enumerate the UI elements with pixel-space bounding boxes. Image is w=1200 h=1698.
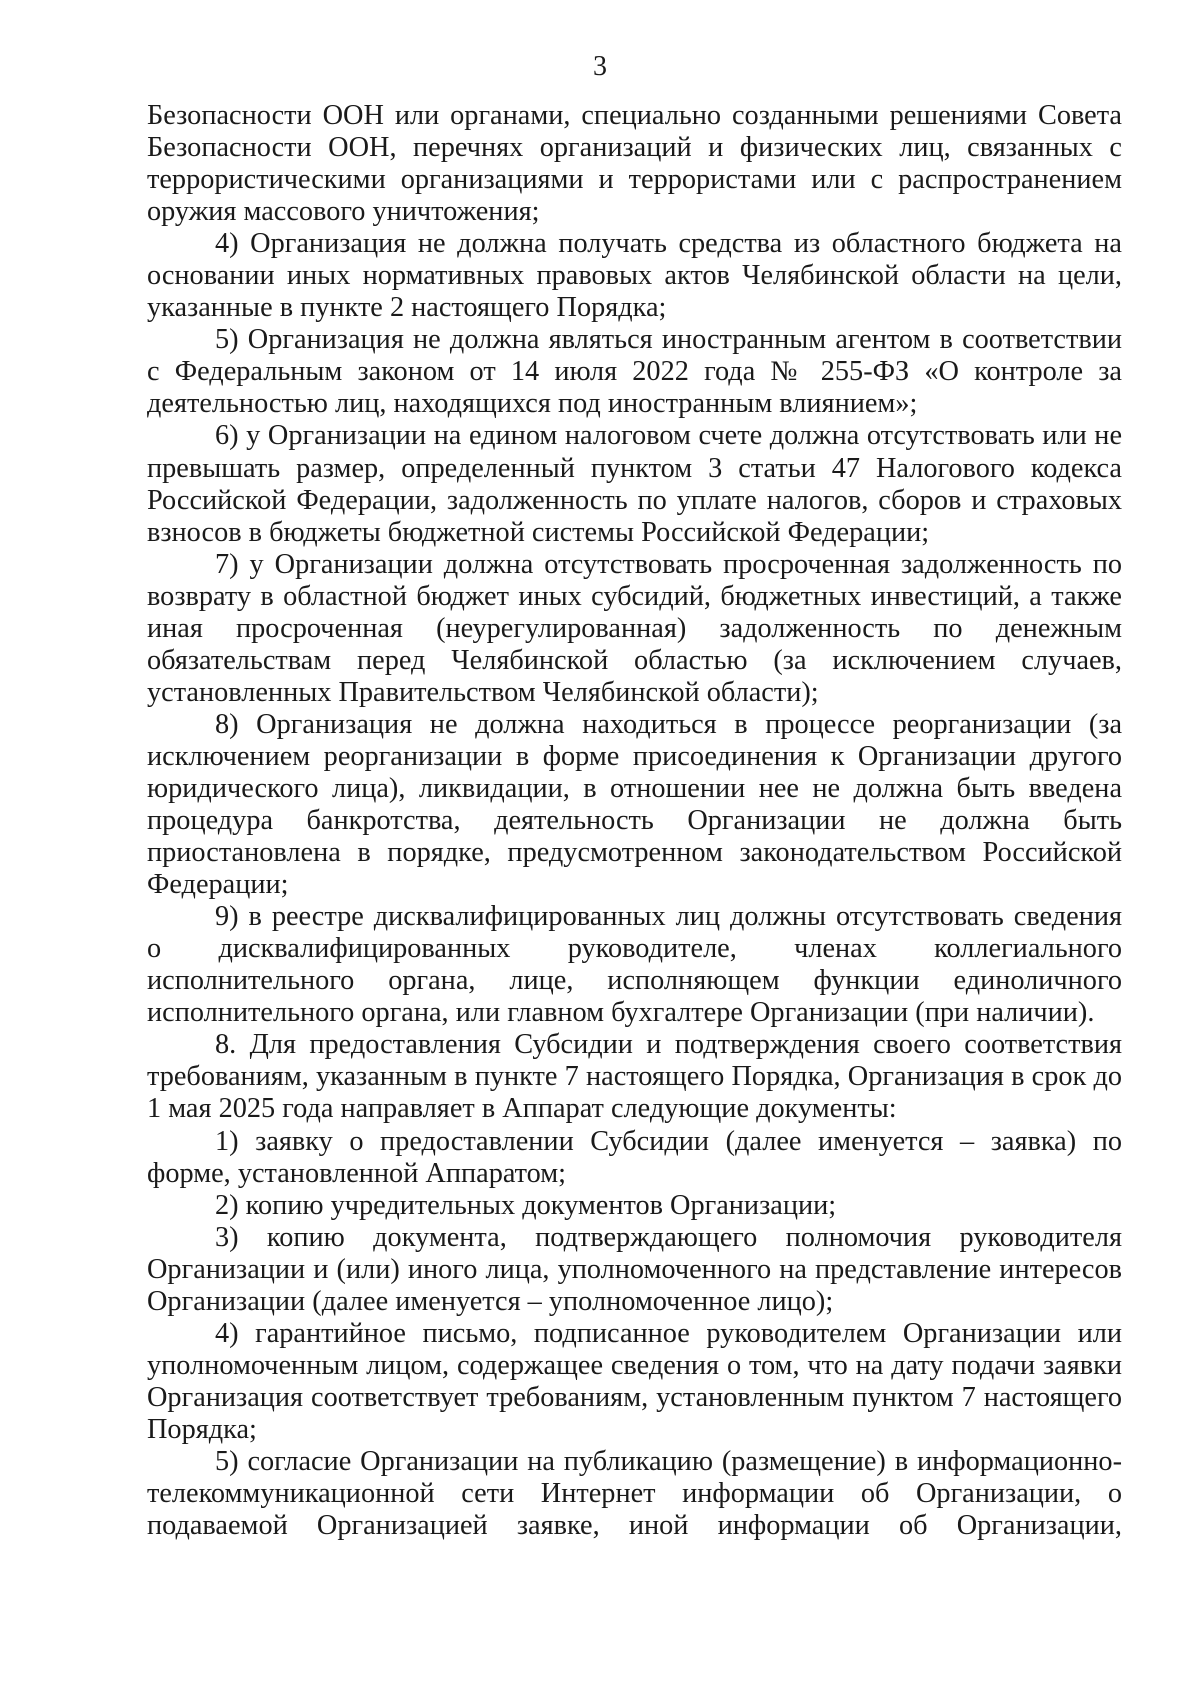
paragraph-doc-5: 5) согласие Организации на публикацию (размещение) в информационно-телекоммуникационной сети Интернет информации об Организации, о подаваемой Организацией заявке, иной информации об Организации, (147, 1445, 1122, 1542)
paragraph-item-4: 4) Организация не должна получать средства из областного бюджета на основании иных нормативных правовых актов Челябинской области на цели, указанные в пункте 2 настоящего Порядка; (147, 228, 1122, 324)
paragraph-doc-2: 2) копию учредительных документов Организации; (215, 1189, 837, 1221)
document-body (147, 100, 1122, 1542)
paragraph-clause-8: 8. Для предоставления Субсидии и подтверждения своего соответствия требованиям, указанным в пункте 7 настоящего Порядка, Организация в срок до 1 мая 2025 года направляет в Аппарат следующие документы: (147, 1029, 1122, 1125)
paragraph-doc-1: 1) заявку о предоставлении Субсидии (далее именуется – заявка) по форме, установленной Аппаратом; (147, 1125, 1122, 1189)
paragraph-item-7: 7) у Организации должна отсутствовать просроченная задолженность по возврату в областной бюджет иных субсидий, бюджетных инвестиций, а также иная просроченная (неурегулированная) задолженность по денежным обязательствам перед Челябинской областью (за исключением случаев, установленных Правительством Челябинской области); (147, 548, 1122, 708)
paragraph-item-5: 5) Организация не должна являться иностранным агентом в соответствии с Федеральным законом от 14 июля 2022 года № 255-ФЗ «О контроле за деятельностью лиц, находящихся под иностранным влиянием»; (147, 324, 1122, 420)
paragraph-continuation: Безопасности ООН или органами, специально созданными решениями Совета Безопасности ООН, перечнях организаций и физических лиц, связанных с террористическими организациями и террористами или с распространением оружия массового уничтожения; (147, 100, 1122, 228)
paragraph-item-8: 8) Организация не должна находиться в процессе реорганизации (за исключением реорганизации в форме присоединения к Организации другого юридического лица), ликвидации, в отношении нее не должна быть введена процедура банкротства, деятельность Организации не должна быть приостановлена в порядке, предусмотренном законодательством Российской Федерации; (147, 708, 1122, 901)
page-number: 3 (593, 51, 607, 82)
paragraph-item-9: 9) в реестре дисквалифицированных лиц должны отсутствовать сведения о дисквалифицированных руководителе, членах коллегиального исполнительного органа, лице, исполняющем функции единоличного исполнительного органа, или главном бухгалтере Организации (при наличии). (147, 901, 1122, 1029)
paragraph-doc-4: 4) гарантийное письмо, подписанное руководителем Организации или уполномоченным лицом, содержащее сведения о том, что на дату подачи заявки Организация соответствует требованиям, установленным пунктом 7 настоящего Порядка; (147, 1317, 1122, 1445)
paragraph-doc-3: 3) копию документа, подтверждающего полномочия руководителя Организации и (или) иного лица, уполномоченного на представление интересов Организации (далее именуется – уполномоченное лицо); (147, 1221, 1122, 1317)
paragraph-item-6: 6) у Организации на едином налоговом счете должна отсутствовать или не превышать размер, определенный пунктом 3 статьи 47 Налогового кодекса Российской Федерации, задолженность по уплате налогов, сборов и страховых взносов в бюджеты бюджетной системы Российской Федерации; (147, 420, 1122, 548)
